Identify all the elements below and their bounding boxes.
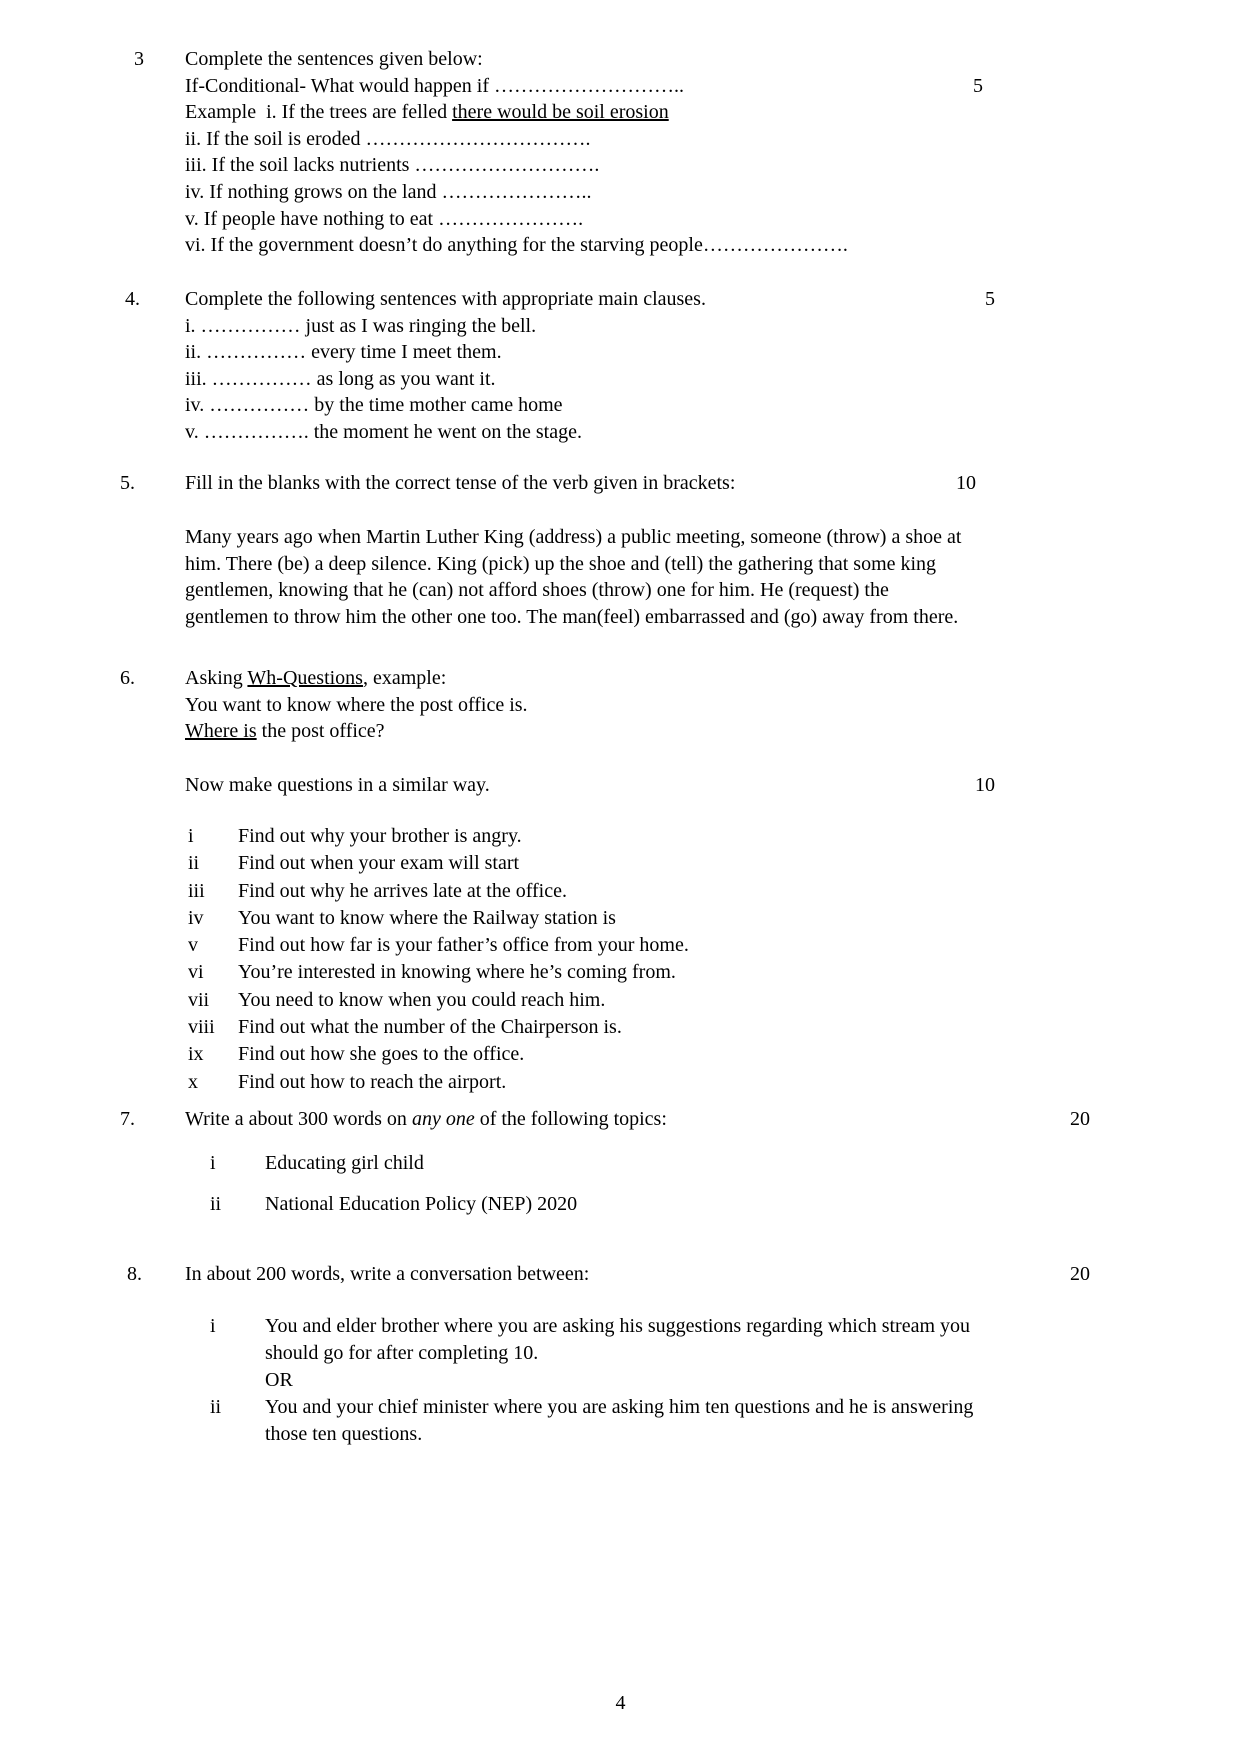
question-3-item: iii. If the soil lacks nutrients ………………………. xyxy=(185,154,600,177)
question-7-number: 7. xyxy=(120,1108,135,1130)
item-numeral: vii xyxy=(188,988,210,1011)
passage-line: gentlemen, knowing that he (can) not afford shoes (throw) one for him. He (request) the xyxy=(185,579,889,602)
question-7-title xyxy=(185,1106,1015,1133)
item-text: National Education Policy (NEP) 2020 xyxy=(265,1193,578,1215)
item-text: Find out why your brother is angry. xyxy=(238,825,522,847)
item-text: You need to know when you could reach him. xyxy=(238,988,606,1011)
question-6-title-prefix: Asking xyxy=(185,667,248,689)
item-text-line: You and elder brother where you are asking his suggestions regarding which stream you xyxy=(265,1315,971,1337)
question-6-title xyxy=(185,665,1015,692)
question-4-item: iii. …………… as long as you want it. xyxy=(185,367,496,390)
question-8-title: In about 200 words, write a conversation between: xyxy=(185,1263,590,1285)
passage-line: Many years ago when Martin Luther King (address) a public meeting, someone (throw) a shoe at xyxy=(185,526,962,548)
item-numeral: ii xyxy=(188,852,200,875)
item-numeral: v xyxy=(188,934,198,957)
list-item xyxy=(188,823,1018,850)
list-item xyxy=(188,1014,1018,1041)
question-5-passage xyxy=(185,524,1125,630)
item-text: Find out how she goes to the office. xyxy=(238,1043,525,1066)
question-3-example xyxy=(185,99,1015,126)
item-numeral: ii xyxy=(210,1193,222,1215)
question-3-title: Complete the sentences given below: xyxy=(185,48,483,70)
question-3-block xyxy=(185,46,1015,259)
question-5-number: 5. xyxy=(120,472,135,494)
item-text xyxy=(265,1394,973,1447)
question-3-item: vi. If the government doesn’t do anything for the starving people…………………. xyxy=(185,234,848,257)
question-4-block xyxy=(185,286,1015,446)
question-7-title-suffix: of the following topics: xyxy=(474,1108,667,1130)
item-text: Find out what the number of the Chairperson is. xyxy=(238,1016,622,1039)
item-text: You want to know where the Railway station is xyxy=(238,906,616,929)
item-numeral: i xyxy=(210,1315,216,1337)
item-text: Educating girl child xyxy=(265,1152,424,1174)
item-numeral: viii xyxy=(188,1016,215,1039)
list-item xyxy=(188,987,1018,1014)
list-item xyxy=(188,905,1018,932)
question-5-title: Fill in the blanks with the correct tense of the verb given in brackets: xyxy=(185,472,736,494)
question-4-title: Complete the following sentences with appropriate main clauses. xyxy=(185,288,706,310)
question-5-marks: 10 xyxy=(956,472,976,494)
question-8-marks: 20 xyxy=(1070,1263,1090,1285)
question-8-or-label: OR xyxy=(265,1369,293,1391)
item-text: Find out how to reach the airport. xyxy=(238,1070,507,1093)
item-text xyxy=(265,1313,970,1366)
list-item xyxy=(188,1069,1018,1096)
question-4-number: 4. xyxy=(125,288,140,310)
list-item xyxy=(188,1041,1018,1068)
list-item xyxy=(188,959,1018,986)
question-8-number: 8. xyxy=(127,1263,142,1285)
item-numeral: ix xyxy=(188,1043,204,1066)
question-6-example-question-underlined: Where is xyxy=(185,720,257,743)
item-numeral: vi xyxy=(188,961,204,984)
question-3-item: iv. If nothing grows on the land ………………….. xyxy=(185,180,592,203)
question-6-title-suffix: , example: xyxy=(362,667,447,689)
list-item xyxy=(188,878,1018,905)
question-4-item: i. …………… just as I was ringing the bell. xyxy=(185,314,537,337)
item-text: You’re interested in knowing where he’s coming from. xyxy=(238,961,676,984)
item-numeral: iii xyxy=(188,879,205,902)
question-4-item: v. ……………. the moment he went on the stage. xyxy=(185,420,582,443)
question-6-example-question xyxy=(185,718,1015,745)
question-8-item xyxy=(210,1313,1090,1366)
question-7-item xyxy=(210,1150,424,1177)
item-text: Find out how far is your father’s office from your home. xyxy=(238,934,689,957)
question-6-number: 6. xyxy=(120,667,135,689)
question-8-item xyxy=(210,1394,1090,1447)
question-3-item: v. If people have nothing to eat …………………. xyxy=(185,207,584,230)
question-3-example-prefix: Example i. If the trees are felled xyxy=(185,101,453,124)
item-numeral: ii xyxy=(210,1396,222,1418)
question-6-example-question-rest: the post office? xyxy=(256,720,385,743)
question-3-number: 3 xyxy=(134,48,144,70)
question-4-marks: 5 xyxy=(985,288,995,310)
question-6-title-underlined: Wh-Questions xyxy=(247,667,363,689)
item-numeral: i xyxy=(210,1152,216,1174)
question-3-marks: 5 xyxy=(973,75,983,97)
item-numeral: i xyxy=(188,825,194,847)
item-numeral: iv xyxy=(188,906,204,929)
question-4-item: iv. …………… by the time mother came home xyxy=(185,394,563,417)
list-item xyxy=(188,850,1018,877)
question-7-title-italic: any one xyxy=(411,1108,475,1130)
question-6-marks: 10 xyxy=(975,774,995,796)
page-number: 4 xyxy=(615,1692,626,1714)
question-4-item: ii. …………… every time I meet them. xyxy=(185,341,502,364)
item-text-line: should go for after completing 10. xyxy=(265,1341,539,1364)
passage-line: gentlemen to throw him the other one too. The man(feel) embarrassed and (go) away from there. xyxy=(185,605,959,628)
question-6-list xyxy=(188,823,1018,1096)
passage-line: him. There (be) a deep silence. King (pick) up the shoe and (tell) the gathering that some king xyxy=(185,552,937,575)
item-text: Find out why he arrives late at the office. xyxy=(238,879,567,902)
question-6-example-statement: You want to know where the post office is. xyxy=(185,693,528,716)
question-7-title-prefix: Write a about 300 words on xyxy=(185,1108,412,1130)
item-text-line: You and your chief minister where you are asking him ten questions and he is answering xyxy=(265,1396,974,1418)
question-7-item xyxy=(210,1191,577,1218)
question-7-marks: 20 xyxy=(1070,1108,1090,1130)
question-5-title-block xyxy=(185,470,1015,497)
question-3-prompt: If-Conditional- What would happen if ……………………….. xyxy=(185,74,685,97)
question-6-header xyxy=(185,665,1015,745)
question-3-example-underlined: there would be soil erosion xyxy=(452,101,669,124)
item-numeral: x xyxy=(188,1070,198,1093)
item-text: Find out when your exam will start xyxy=(238,852,520,875)
item-text-line: those ten questions. xyxy=(265,1422,423,1445)
list-item xyxy=(188,932,1018,959)
question-3-item: ii. If the soil is eroded ……………………………. xyxy=(185,127,591,150)
question-6-instruction: Now make questions in a similar way. xyxy=(185,774,490,796)
